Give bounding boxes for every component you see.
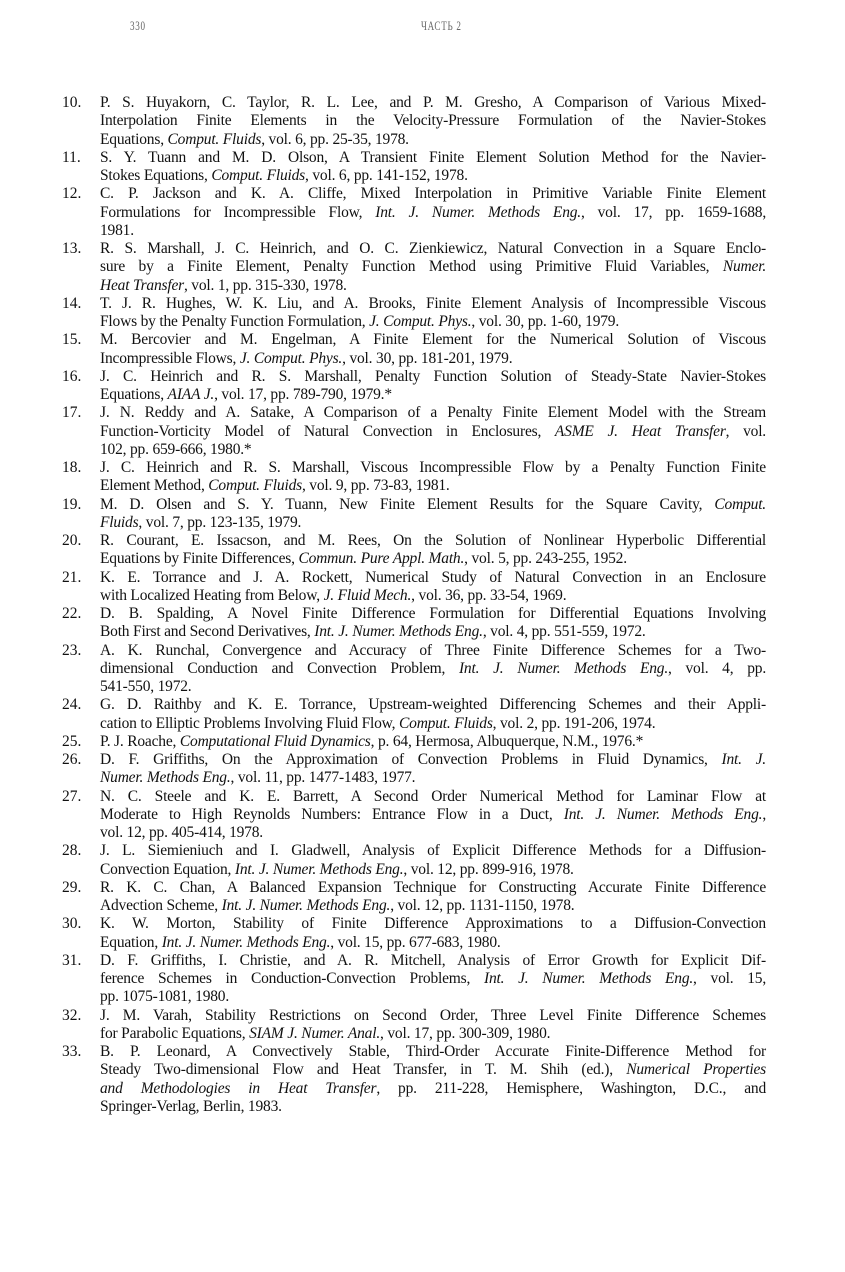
reference-text: Equations, <box>100 130 168 148</box>
reference-text: J. C. Heinrich and R. S. Marshall, Penalty Function Solution of Steady-State Navier-Stokes <box>100 367 766 385</box>
reference-line <box>100 167 766 185</box>
reference-source-italic: Int. J. Numer. Methods Eng. <box>375 203 581 221</box>
reference-number: 25. <box>62 732 82 750</box>
reference-text: Interpolation Finite Elements in the Velocity-Pressure Formulation of the Navier-Stokes <box>100 112 766 130</box>
reference-line <box>100 295 766 313</box>
reference-text: 1981. <box>100 221 134 239</box>
reference-line <box>100 751 766 769</box>
reference-line <box>100 350 766 368</box>
reference-item <box>62 879 766 916</box>
reference-line <box>100 970 766 988</box>
reference-text: , vol. 30, pp. 1-60, 1979. <box>471 313 620 330</box>
reference-text: D. B. Spalding, A Novel Finite Difference Formulation for Differential Equations Involving <box>100 605 766 622</box>
reference-line <box>100 240 766 258</box>
reference-text: dimensional Conduction and Convection Problem, <box>100 659 459 677</box>
reference-source-italic: Int. J. Numer. Methods Eng. <box>161 933 331 951</box>
running-title: ЧАСТЬ 2 <box>421 18 462 33</box>
reference-line <box>100 569 766 587</box>
reference-item <box>62 915 766 952</box>
reference-source-italic: Int. J. <box>721 751 766 768</box>
reference-source-italic: SIAM J. Numer. Anal. <box>249 1024 381 1042</box>
reference-source-italic: ASME J. Heat Transfer <box>554 422 726 440</box>
reference-number: 29. <box>62 878 82 896</box>
reference-line <box>100 842 766 860</box>
reference-text: , vol. 6, pp. 141-152, 1978. <box>305 167 468 184</box>
reference-line <box>100 477 766 495</box>
reference-item <box>62 952 766 1007</box>
reference-number: 14. <box>62 294 82 312</box>
reference-text: , vol. 36, pp. 33-54, 1969. <box>411 586 567 604</box>
reference-number: 31. <box>62 951 82 969</box>
reference-text: Element Method, <box>100 477 209 495</box>
reference-line <box>100 1043 766 1061</box>
reference-text: Incompressible Flows, <box>100 349 240 367</box>
reference-source-italic: Comput. <box>714 495 766 513</box>
reference-line <box>100 988 766 1006</box>
reference-text: Equations, <box>100 386 168 403</box>
reference-line <box>100 605 766 623</box>
reference-line <box>100 459 766 477</box>
reference-line <box>100 386 766 404</box>
reference-item <box>62 295 766 332</box>
reference-text: Stokes Equations, <box>100 167 212 184</box>
reference-line <box>100 952 766 970</box>
reference-list <box>62 94 766 1116</box>
reference-line <box>100 404 766 422</box>
reference-number: 13. <box>62 240 82 257</box>
reference-text: , vol. 15, pp. 677-683, 1980. <box>330 933 501 951</box>
reference-text: K. E. Torrance and J. A. Rockett, Numerical Study of Natural Convection in an Enclosure <box>100 568 766 586</box>
reference-text: M. D. Olsen and S. Y. Tuann, New Finite Element Results for the Square Cavity, <box>100 495 715 513</box>
reference-text: , vol. 12, pp. 1131-1150, 1978. <box>390 897 575 914</box>
reference-text: Equation, <box>100 933 162 951</box>
reference-text: J. M. Varah, Stability Restrictions on Second Order, Three Level Finite Difference Schemes <box>100 1006 766 1024</box>
reference-item <box>62 696 766 733</box>
reference-text: G. D. Raithby and K. E. Torrance, Upstream-weighted Differencing Schemes and their Appli- <box>100 696 766 714</box>
reference-text: , vol. 17, pp. 789-790, 1979.* <box>214 386 392 403</box>
reference-item <box>62 1043 766 1116</box>
reference-number: 23. <box>62 641 82 659</box>
reference-item <box>62 532 766 569</box>
reference-source-italic: J. Comput. Phys. <box>239 349 343 367</box>
reference-line <box>100 149 766 167</box>
reference-source-italic: Int. J. Numer. Methods Eng. <box>458 659 669 677</box>
reference-number: 33. <box>62 1043 82 1060</box>
reference-text: , <box>762 805 766 823</box>
reference-source-italic: Comput. Fluids <box>399 714 493 732</box>
reference-line <box>100 277 766 295</box>
page-number: 330 <box>130 18 146 33</box>
reference-text: 541-550, 1972. <box>100 678 192 695</box>
reference-text: P. S. Huyakorn, C. Taylor, R. L. Lee, and P. M. Gresho, A Comparison of Various Mixed- <box>100 94 766 111</box>
reference-number: 19. <box>62 495 82 513</box>
reference-line <box>100 1061 766 1079</box>
reference-source-italic: Int. J. Numer. Methods Eng. <box>314 623 483 641</box>
reference-source-italic: Numer. Methods Eng. <box>100 769 231 787</box>
reference-line <box>100 897 766 915</box>
reference-item <box>62 1007 766 1044</box>
reference-text: Function-Vorticity Model of Natural Convection in Enclosures, <box>100 422 555 440</box>
reference-line <box>100 441 766 459</box>
reference-source-italic: Int. J. Numer. Methods Eng. <box>483 970 694 987</box>
reference-text: Steady Two-dimensional Flow and Heat Transfer, in T. M. Shih (ed.), <box>100 1061 627 1079</box>
reference-item <box>62 605 766 642</box>
reference-number: 10. <box>62 94 82 111</box>
reference-line <box>100 733 766 751</box>
reference-number: 28. <box>62 842 82 860</box>
reference-source-italic: Commun. Pure Appl. Math. <box>298 550 465 568</box>
reference-text: ference Schemes in Conduction-Convection Problems, <box>100 970 484 987</box>
reference-line <box>100 550 766 568</box>
reference-line <box>100 496 766 514</box>
reference-number: 26. <box>62 751 82 768</box>
reference-item <box>62 788 766 843</box>
reference-source-italic: Numerical Properties <box>626 1061 766 1079</box>
reference-item <box>62 404 766 459</box>
reference-item <box>62 331 766 368</box>
reference-text: R. Courant, E. Issacson, and M. Rees, On the Solution of Nonlinear Hyperbolic Differential <box>100 532 766 549</box>
reference-text: 102, pp. 659-666, 1980.* <box>100 440 252 458</box>
reference-text: , vol. 15, <box>693 970 766 987</box>
reference-source-italic: Computational Fluid Dynamics <box>179 732 371 750</box>
reference-text: K. W. Morton, Stability of Finite Difference Approximations to a Diffusion-Convection <box>100 915 766 933</box>
reference-source-italic: Int. J. Numer. Methods Eng. <box>221 897 391 914</box>
reference-text: , vol. 17, pp. 300-309, 1980. <box>380 1024 551 1042</box>
reference-text: Moderate to High Reynolds Numbers: Entrance Flow in a Duct, <box>100 805 564 823</box>
reference-text: J. C. Heinrich and R. S. Marshall, Viscous Incompressible Flow by a Penalty Function Finite <box>100 459 766 476</box>
reference-source-italic: Fluids <box>100 513 139 531</box>
reference-line <box>100 806 766 824</box>
reference-text: T. J. R. Hughes, W. K. Liu, and A. Brooks, Finite Element Analysis of Incompressible Viscous <box>100 294 766 312</box>
reference-text: , vol. 6, pp. 25-35, 1978. <box>261 130 409 148</box>
reference-number: 15. <box>62 331 82 349</box>
reference-source-italic: Comput. Fluids <box>211 167 306 184</box>
reference-source-italic: Comput. Fluids <box>208 477 302 495</box>
reference-text: Formulations for Incompressible Flow, <box>100 203 376 221</box>
reference-text: , vol. 4, pp. <box>668 659 766 677</box>
reference-source-italic: J. Fluid Mech. <box>323 586 412 604</box>
reference-text: , pp. 211-228, Hemisphere, Washington, D.C., and <box>376 1079 766 1097</box>
reference-text: S. Y. Tuann and M. D. Olson, A Transient Finite Element Solution Method for the Navier- <box>100 148 766 166</box>
reference-source-italic: Int. J. Numer. Methods Eng. <box>234 860 404 878</box>
reference-source-italic: Int. J. Numer. Methods Eng. <box>563 805 763 823</box>
reference-source-italic: Heat Transfer <box>100 276 184 294</box>
reference-source-italic: Comput. Fluids <box>167 130 262 148</box>
reference-line <box>100 642 766 660</box>
reference-item <box>62 751 766 788</box>
reference-number: 22. <box>62 605 82 622</box>
reference-line <box>100 715 766 733</box>
reference-number: 24. <box>62 696 82 714</box>
reference-text: R. K. C. Chan, A Balanced Expansion Technique for Constructing Accurate Finite Difference <box>100 878 766 896</box>
reference-item <box>62 149 766 186</box>
reference-text: vol. 12, pp. 405-414, 1978. <box>100 824 263 841</box>
reference-text: A. K. Runchal, Convergence and Accuracy of Three Finite Difference Schemes for a Two- <box>100 641 766 659</box>
reference-number: 11. <box>62 148 81 166</box>
reference-line <box>100 331 766 349</box>
reference-line <box>100 532 766 550</box>
reference-number: 27. <box>62 787 82 805</box>
reference-text: Equations by Finite Differences, <box>100 550 299 568</box>
reference-item <box>62 842 766 879</box>
reference-text: J. N. Reddy and A. Satake, A Comparison of a Penalty Finite Element Model with the Stream <box>100 404 766 422</box>
reference-line <box>100 94 766 112</box>
reference-number: 17. <box>62 404 82 422</box>
reference-line <box>100 696 766 714</box>
reference-line <box>100 587 766 605</box>
reference-text: pp. 1075-1081, 1980. <box>100 988 230 1006</box>
reference-text: N. C. Steele and K. E. Barrett, A Second Order Numerical Method for Laminar Flow at <box>100 787 766 805</box>
reference-line <box>100 1007 766 1025</box>
reference-item <box>62 496 766 533</box>
reference-line <box>100 769 766 787</box>
reference-text: Springer-Verlag, Berlin, 1983. <box>100 1097 282 1115</box>
reference-text: , vol. 1, pp. 315-330, 1978. <box>183 276 347 294</box>
reference-text: D. F. Griffiths, I. Christie, and A. R. Mitchell, Analysis of Error Growth for Explicit Dif- <box>100 951 766 969</box>
reference-item <box>62 459 766 496</box>
reference-line <box>100 678 766 696</box>
reference-number: 21. <box>62 568 82 586</box>
reference-text: J. L. Siemieniuch and I. Gladwell, Analysis of Explicit Difference Methods for a Diffusion- <box>100 842 766 860</box>
reference-number: 16. <box>62 367 82 385</box>
reference-number: 30. <box>62 915 82 933</box>
reference-line <box>100 1080 766 1098</box>
reference-line <box>100 368 766 386</box>
reference-item <box>62 94 766 149</box>
reference-text: Advection Scheme, <box>100 897 222 914</box>
reference-text: , vol. 9, pp. 73-83, 1981. <box>301 477 450 495</box>
reference-text: , vol. 7, pp. 123-135, 1979. <box>138 513 302 531</box>
reference-text: , vol. 4, pp. 551-559, 1972. <box>482 623 646 641</box>
reference-text: sure by a Finite Element, Penalty Function Method using Primitive Fluid Variables, <box>100 258 723 276</box>
reference-text: M. Bercovier and M. Engelman, A Finite Element for the Numerical Solution of Viscous <box>100 331 766 349</box>
reference-source-italic: J. Comput. Phys. <box>369 313 472 330</box>
reference-item <box>62 733 766 751</box>
reference-number: 20. <box>62 532 82 549</box>
reference-text: B. P. Leonard, A Convectively Stable, Third-Order Accurate Finite-Difference Method for <box>100 1043 766 1060</box>
reference-line <box>100 112 766 130</box>
reference-text: R. S. Marshall, J. C. Heinrich, and O. C. Zienkiewicz, Natural Convection in a Square Enclo- <box>100 240 766 257</box>
reference-line <box>100 1025 766 1043</box>
reference-number: 18. <box>62 459 82 476</box>
reference-text: , vol. 30, pp. 181-201, 1979. <box>342 349 513 367</box>
reference-item <box>62 185 766 240</box>
reference-text: , vol. 5, pp. 243-255, 1952. <box>464 550 627 568</box>
reference-line <box>100 131 766 149</box>
reference-line <box>100 660 766 678</box>
reference-source-italic: and Methodologies in Heat Transfer <box>100 1079 377 1097</box>
reference-line <box>100 934 766 952</box>
reference-text: Both First and Second Derivatives, <box>100 623 315 641</box>
reference-text: , vol. <box>725 422 766 440</box>
reference-text: Convection Equation, <box>100 860 235 878</box>
reference-line <box>100 861 766 879</box>
reference-line <box>100 423 766 441</box>
reference-line <box>100 222 766 240</box>
reference-item <box>62 642 766 697</box>
reference-source-italic: Numer. <box>722 258 766 276</box>
reference-text: , p. 64, Hermosa, Albuquerque, N.M., 1976.* <box>370 732 644 750</box>
reference-number: 32. <box>62 1006 82 1024</box>
reference-number: 12. <box>62 185 82 203</box>
reference-source-italic: AIAA J. <box>167 386 215 403</box>
reference-text: Flows by the Penalty Function Formulation, <box>100 313 370 330</box>
reference-line <box>100 204 766 222</box>
reference-line <box>100 824 766 842</box>
reference-line <box>100 313 766 331</box>
reference-text: C. P. Jackson and K. A. Cliffe, Mixed Interpolation in Primitive Variable Finite Element <box>100 185 766 203</box>
reference-line <box>100 788 766 806</box>
reference-text: , vol. 2, pp. 191-206, 1974. <box>492 714 656 732</box>
reference-text: , vol. 12, pp. 899-916, 1978. <box>403 860 574 878</box>
reference-item <box>62 368 766 405</box>
reference-line <box>100 1098 766 1116</box>
reference-text: , vol. 17, pp. 1659-1688, <box>580 203 767 221</box>
reference-line <box>100 185 766 203</box>
reference-line <box>100 258 766 276</box>
reference-text: for Parabolic Equations, <box>100 1024 250 1042</box>
reference-text: with Localized Heating from Below, <box>100 586 324 604</box>
reference-text: cation to Elliptic Problems Involving Fluid Flow, <box>100 714 399 732</box>
reference-text: P. J. Roache, <box>100 732 180 750</box>
reference-text: , vol. 11, pp. 1477-1483, 1977. <box>230 769 416 787</box>
reference-line <box>100 623 766 641</box>
reference-text: D. F. Griffiths, On the Approximation of Convection Problems in Fluid Dynamics, <box>100 751 722 768</box>
reference-line <box>100 915 766 933</box>
reference-item <box>62 569 766 606</box>
reference-line <box>100 514 766 532</box>
reference-line <box>100 879 766 897</box>
reference-item <box>62 240 766 295</box>
